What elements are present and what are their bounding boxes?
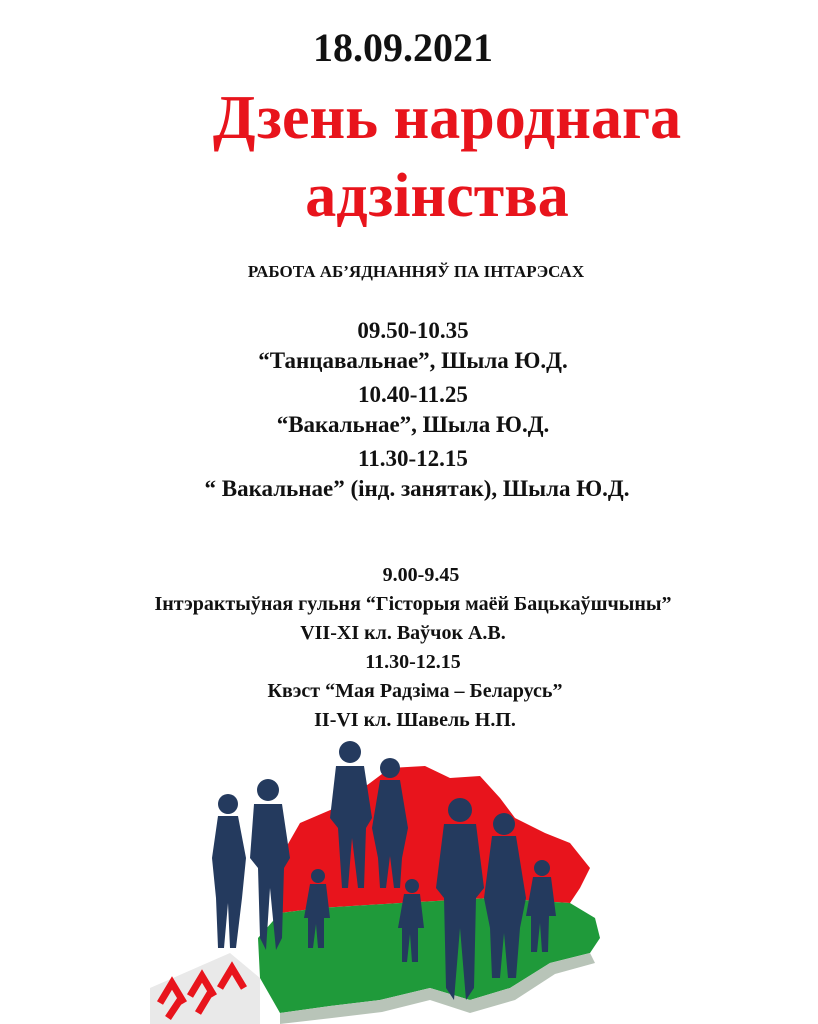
schedule2-activity-2: Квэст “Мая Радзіма – Беларусь” xyxy=(267,680,563,702)
event-date: 18.09.2021 xyxy=(313,25,493,70)
schedule2-teacher-1: VII-XI кл. Ваўчок А.В. xyxy=(300,622,506,644)
schedule1-time-3: 11.30-12.15 xyxy=(358,446,468,471)
schedule1-time-1: 09.50-10.35 xyxy=(357,318,469,343)
ornament-image xyxy=(150,953,260,1024)
silhouette-woman-1 xyxy=(212,794,246,948)
page-title-line1: Дзень народнага xyxy=(212,84,682,152)
schedule2-activity-1: Інтэрактыўная гульня “Гісторыя маёй Бацькаўшчыны” xyxy=(154,593,672,615)
schedule1-activity-1: “Танцавальнае”, Шыла Ю.Д. xyxy=(258,348,568,373)
schedule2-time-1: 9.00-9.45 xyxy=(382,564,460,586)
schedule1-time-2: 10.40-11.25 xyxy=(358,382,468,407)
schedule1-activity-3: “ Вакальнае” (інд. занятак), Шыла Ю.Д. xyxy=(204,476,630,501)
schedule2-time-2: 11.30-12.15 xyxy=(365,651,461,673)
page-title-line2: адзінства xyxy=(305,162,569,230)
schedule2-teacher-2: II-VI кл. Шавель Н.П. xyxy=(314,709,516,731)
section-title: РАБОТА АБ’ЯДНАННЯЎ ПА ІНТАРЭСАХ xyxy=(247,262,585,281)
schedule1-activity-2: “Вакальнае”, Шыла Ю.Д. xyxy=(276,412,550,437)
unity-illustration xyxy=(150,738,618,1024)
